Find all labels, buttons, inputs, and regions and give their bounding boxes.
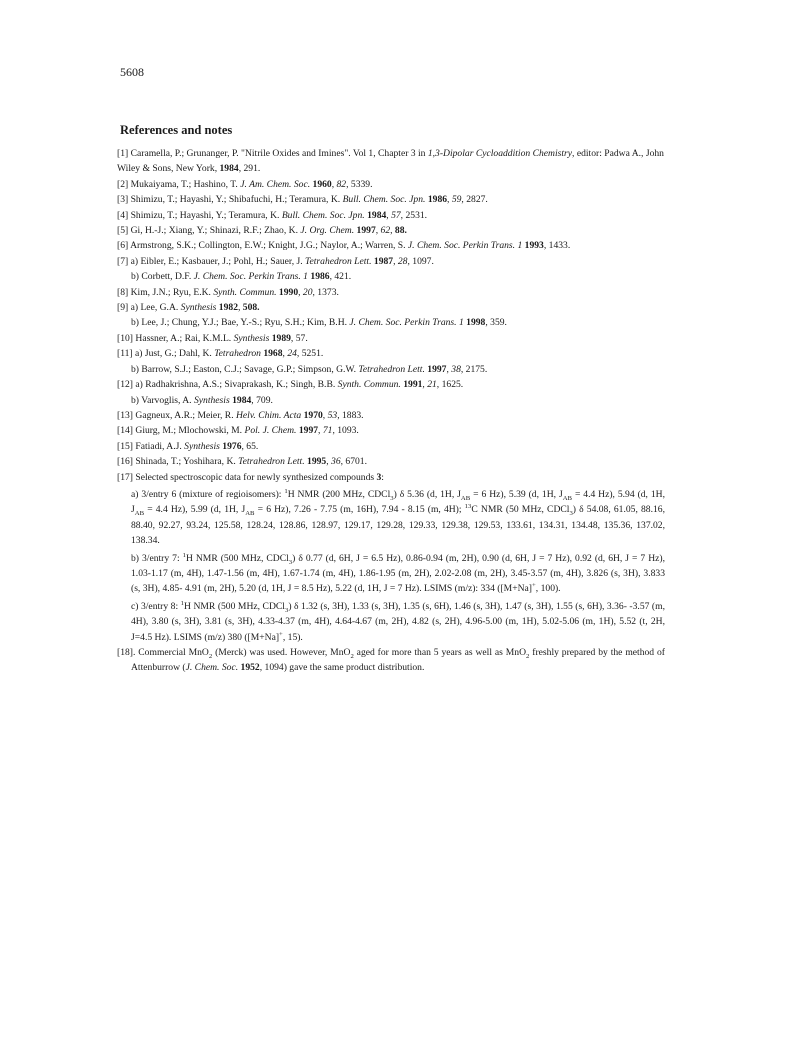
ref-text: , 1094) gave the same product distribution. [259, 662, 425, 674]
reference-11a: [11] a) Just, G.; Dahl, K. Tetrahedron 1968, 24, 5251. [117, 348, 324, 360]
ref-text: Selected spectroscopic data for newly synthesized compounds [135, 471, 377, 483]
reference-2: [2] Mukaiyama, T.; Hashino, T. J. Am. Chem. Soc. 1960, 82, 5339. [117, 178, 373, 190]
spectro-text: H NMR (500 MHz, CDCl [185, 552, 289, 564]
reference-12a: [12] a) Radhakrishna, A.S.; Sivaprakash, K.; Singh, B.B. Synth. Commun. 1991, 21, 1625. [117, 379, 464, 391]
reference-17 [117, 470, 665, 485]
spectro-data-c [117, 599, 665, 645]
ref-label: [14] [117, 425, 133, 437]
spectro-data-a [117, 487, 665, 549]
ref-text: Commercial MnO [135, 647, 209, 658]
ref-authors: Giurg, M.; Mlochowski, M. [135, 425, 245, 437]
ref-year: 1993 [524, 240, 544, 252]
ref-journal: Bull. Chem. Soc. Jpn. [281, 209, 365, 221]
subscript: AB [134, 510, 145, 518]
spectro-text: C NMR (50 MHz, CDCl [471, 504, 570, 516]
ref-year: 1986 [310, 271, 330, 283]
spectro-text: , 100). [535, 583, 561, 595]
ref-label: [10] [117, 332, 133, 344]
ref-year: 1997 [427, 363, 447, 375]
ref-authors: a) Lee, G.A. [130, 302, 181, 314]
ref-authors: b) Lee, J.; Chung, Y.J.; Bae, Y.-S.; Ryu, S.H.; Kim, B.H. [131, 317, 350, 329]
ref-label: [2] [117, 178, 129, 190]
ref-year: 1997 [298, 425, 319, 437]
ref-authors: b) Barrow, S.J.; Easton, C.J.; Savage, G.P.; Simpson, G.W. [131, 363, 359, 375]
reference-10: [10] Hassner, A.; Rai, K.M.L. Synthesis 1989, 57. [117, 332, 308, 344]
ref-text: (Merck) was used. However, MnO [212, 647, 351, 658]
reference-3: [3] Shimizu, T.; Hayashi, Y.; Shibafuchi, H.; Teramura, K. Bull. Chem. Soc. Jpn. 1986, 59, 2827. [117, 194, 488, 206]
ref-text: , editor: Padwa A., John Wiley & Sons, New York, [117, 148, 664, 175]
ref-journal: J. Chem. Soc. Perkin Trans. 1 [407, 240, 523, 252]
ref-pages: 5339. [350, 178, 373, 190]
ref-authors: Gagneux, A.R.; Meier, R. [135, 409, 236, 421]
ref-label: [8] [117, 286, 129, 298]
ref-volume: 20 [302, 286, 313, 298]
reference-18 [117, 645, 665, 676]
charge-sup: + [532, 582, 536, 590]
ref-label: [17] [117, 471, 133, 483]
ref-journal: Synthesis [180, 302, 217, 314]
ref-year: 1952 [240, 662, 260, 674]
spectro-text: b) 3/entry 7: [131, 552, 183, 564]
ref-authors: Hassner, A.; Rai, K.M.L. [135, 332, 234, 344]
ref-year: 1968 [263, 348, 283, 360]
ref-volume: 71 [322, 425, 333, 437]
ref-authors: b) Varvoglis, A. [131, 394, 194, 406]
spectro-text: c) 3/entry 8: [131, 600, 181, 612]
spectro-text: ) δ 1.32 (s, 3H), 1.33 (s, 3H), 1.35 (s, 6H), 1.46 (s, 3H), 1.47 (s, 3H), 1.55 (s, 6H), 3.36- -3.57 (m, 4H), 3.80 (s, 3H), 3.81 (s, 3H), 4.33-4.37 (m, 4H), 4.64-4.67 (m, 2H), 4.82 (s, 2H), 4.96-5.00 (m, 1H), 5.02-5.06 (m, 1H), 5.52 (t, 2H, J=4.5 Hz). LSIMS (m/z) 380 ([M+Na] [131, 600, 665, 643]
ref-year: 1995 [307, 456, 327, 468]
ref-pages: 65. [246, 440, 259, 452]
ref-journal: Synth. Commun. [213, 286, 277, 298]
ref-authors: a) Radhakrishna, A.S.; Sivaprakash, K.; Singh, B.B. [135, 379, 338, 391]
ref-year: 1984 [232, 394, 252, 406]
ref-authors: Shimizu, T.; Hayashi, Y.; Teramura, K. [130, 209, 282, 221]
reference-11b: b) Barrow, S.J.; Easton, C.J.; Savage, G.P.; Simpson, G.W. Tetrahedron Lett. 1997, 38, 2175. [131, 363, 488, 375]
ref-pages: 5251. [301, 348, 324, 360]
charge-sup: + [279, 630, 283, 638]
reference-9b: b) Lee, J.; Chung, Y.J.; Bae, Y.-S.; Ryu, S.H.; Kim, B.H. J. Chem. Soc. Perkin Trans. 1 1998, 359. [131, 317, 507, 329]
ref-authors: Shinada, T.; Yoshihara, K. [135, 456, 239, 468]
ref-year: 1987 [373, 255, 394, 267]
ref-journal: J. Org. Chem. [300, 225, 355, 237]
ref-pages: 359. [490, 317, 507, 329]
reference-14: [14] Giurg, M.; Mlochowski, M. Pol. J. Chem. 1997, 71, 1093. [117, 425, 359, 437]
reference-13: [13] Gagneux, A.R.; Meier, R. Helv. Chim. Acta 1970, 53, 1883. [117, 409, 364, 421]
ref-authors: Armstrong, S.K.; Collington, E.W.; Knight, J.G.; Naylor, A.; Warren, S. [130, 240, 408, 252]
ref-volume: 36 [331, 456, 341, 468]
spectro-text: ) δ 0.77 (d, 6H, J = 6.5 Hz), 0.86-0.94 (m, 2H), 0.90 (d, 6H, J = 7 Hz), 0.92 (d, 6H, J = 7 Hz), 1.03-1.17 (m, 4H), 1.47-1.56 (m, 4H), 1.67-1.74 (m, 4H), 1.86-1.95 (m, 2H), 2.02-2.08 (m, 2H), 3.45-3.57 (m, 4H), 3.826 (s, 3H), 3.833 (s, 3H), 4.85- 4.91 (m, 2H), 5.20 (d, 1H, J = 8.5 Hz), 5.22 (d, 1H, J = 7 Hz). LSIMS (m/z): 334 ([M+Na] [131, 552, 665, 595]
compound-number: 3 [376, 471, 382, 483]
spectro-text: H NMR (500 MHz, CDCl [184, 600, 285, 612]
ref-journal: Synthesis [184, 440, 220, 452]
ref-authors: Gi, H.-J.; Xiang, Y.; Shinazi, R.F.; Zhao, K. [130, 225, 301, 237]
ref-volume: 82 [336, 178, 347, 190]
ref-journal: J. Am. Chem. Soc. [240, 178, 311, 190]
page-number: 5608 [120, 65, 144, 79]
ref-pages: 88. [394, 225, 407, 237]
ref-label: [16] [117, 456, 133, 468]
subscript: 3 [284, 606, 289, 614]
subscript: AB [245, 510, 255, 518]
isotope-sup: 1 [180, 599, 184, 607]
ref-year: 1984 [367, 209, 387, 221]
ref-volume: 53 [327, 409, 338, 421]
ref-authors: a) Eibler, E.; Kasbauer, J.; Pohl, H.; Sauer, J. [130, 255, 306, 267]
reference-7a: [7] a) Eibler, E.; Kasbauer, J.; Pohl, H.; Sauer, J. Tetrahedron Lett. 1987, 28, 1097. [117, 255, 434, 267]
ref-book-title: 1,3-Dipolar Cycloaddition Chemistry [427, 148, 573, 159]
spectro-text: ) δ 54.08, 61.05, 88.16, 88.40, 92.27, 93.24, 125.58, 128.24, 128.86, 128.97, 129.17, 129.28, 129.33, 129.38, 129.53, 133.61, 134.31, 134.48, 135.36, 137.02, 138.34. [131, 504, 665, 547]
ref-year: 1960 [312, 178, 332, 190]
spectro-text: , 15). [282, 631, 303, 643]
ref-text: freshly prepared by the method of Attenburrow ( [131, 647, 665, 674]
section-heading: References and notes [120, 123, 233, 137]
reference-16: [16] Shinada, T.; Yoshihara, K. Tetrahedron Lett. 1995, 36, 6701. [117, 456, 367, 468]
spectro-text: a) 3/entry 6 (mixture of regioisomers): [131, 488, 285, 500]
ref-journal: Tetrahedron Lett. [358, 363, 425, 375]
ref-label: [18]. [117, 647, 136, 658]
ref-authors: b) Corbett, D.F. [131, 271, 194, 283]
ref-pages: 57. [295, 332, 308, 344]
ref-label: [4] [117, 209, 129, 221]
ref-journal: Tetrahedron Lett. [238, 456, 305, 468]
ref-journal: Tetrahedron Lett. [305, 255, 372, 267]
ref-label: [6] [117, 240, 129, 252]
ref-journal: Bull. Chem. Soc. Jpn. [342, 194, 426, 206]
ref-authors: Shimizu, T.; Hayashi, Y.; Shibafuchi, H.; Teramura, K. [130, 194, 343, 206]
reference-9a: [9] a) Lee, G.A. Synthesis 1982, 508. [117, 302, 260, 314]
reference-5: [5] Gi, H.-J.; Xiang, Y.; Shinazi, R.F.; Zhao, K. J. Org. Chem. 1997, 62, 88. [117, 225, 407, 237]
ref-year: 1986 [427, 194, 448, 206]
ref-pages: 1883. [341, 409, 364, 421]
ref-pages: 508. [242, 302, 260, 314]
ref-year: 1984 [219, 163, 239, 175]
ref-year: 1989 [271, 332, 291, 344]
ref-pages: 2175. [465, 363, 488, 375]
ref-journal: Synth. Commun. [337, 379, 401, 391]
ref-authors: a) Just, G.; Dahl, K. [135, 348, 215, 360]
spectro-text: = 4.4 Hz), 5.94 (d, 1H, J [131, 488, 665, 516]
ref-label: [9] [117, 302, 129, 314]
ref-pages: 2531. [405, 209, 428, 221]
subscript: 2 [526, 652, 530, 660]
isotope-sup: 1 [284, 487, 288, 495]
ref-year: 1976 [222, 440, 242, 452]
spectro-data-b [117, 551, 665, 597]
reference-7b: b) Corbett, D.F. J. Chem. Soc. Perkin Trans. 1 1986, 421. [131, 271, 352, 283]
ref-volume: 59 [451, 194, 462, 206]
ref-authors: Fatiadi, A.J. [135, 440, 185, 452]
ref-year: 1998 [466, 317, 486, 329]
subscript: 3 [288, 558, 293, 566]
ref-journal: Pol. J. Chem. [244, 425, 297, 437]
ref-year: 1970 [303, 409, 323, 421]
ref-journal: Synthesis [193, 394, 230, 406]
ref-text: : [381, 471, 384, 483]
reference-12b: b) Varvoglis, A. Synthesis 1984, 709. [131, 394, 273, 406]
ref-year: 1991 [403, 379, 423, 391]
ref-authors: Mukaiyama, T.; Hashino, T. [130, 178, 241, 190]
reference-1 [117, 146, 665, 177]
ref-journal: Helv. Chim. Acta [236, 409, 302, 421]
ref-pages: 1433. [548, 240, 571, 252]
subscript: 3 [390, 494, 394, 502]
ref-label: [12] [117, 379, 133, 391]
ref-pages: 1373. [317, 286, 339, 298]
spectro-text: ) δ 5.36 (d, 1H, J [393, 488, 461, 500]
subscript: AB [562, 494, 573, 502]
ref-journal: J. Chem. Soc. [185, 662, 239, 674]
ref-volume: 24 [287, 348, 297, 360]
ref-pages: 1097. [412, 255, 434, 267]
ref-volume: 38 [451, 363, 461, 375]
ref-year: 1982 [218, 302, 238, 314]
subscript: 3 [569, 510, 573, 518]
ref-year: 1990 [278, 286, 299, 298]
ref-volume: 28 [397, 255, 408, 267]
subscript: 2 [350, 652, 354, 660]
ref-pages: 421. [334, 271, 352, 283]
reference-4: [4] Shimizu, T.; Hayashi, Y.; Teramura, K. Bull. Chem. Soc. Jpn. 1984, 57, 2531. [117, 209, 428, 221]
reference-6: [6] Armstrong, S.K.; Collington, E.W.; Knight, J.G.; Naylor, A.; Warren, S. J. Chem. Soc. Perkin Trans. 1 1993, 1433. [117, 240, 571, 252]
reference-list [117, 146, 665, 676]
ref-pages: 709. [256, 394, 273, 406]
ref-journal: Tetrahedron [214, 348, 261, 360]
ref-label: [15] [117, 440, 133, 452]
ref-label: [13] [117, 409, 133, 421]
ref-label: [3] [117, 194, 129, 206]
ref-pages: 1625. [441, 379, 464, 391]
isotope-sup: 13 [464, 503, 472, 511]
spectro-text: H NMR (200 MHz, CDCl [287, 488, 391, 500]
ref-label: [7] [117, 255, 129, 267]
ref-pages: 6701. [345, 456, 367, 468]
ref-text: aged for more than 5 years as well as MnO [353, 647, 527, 658]
reference-15: [15] Fatiadi, A.J. Synthesis 1976, 65. [117, 440, 259, 452]
ref-volume: 57 [391, 209, 401, 221]
ref-label: [11] [117, 348, 133, 360]
spectro-text: = 4.4 Hz), 5.99 (d, 1H, J [144, 504, 246, 516]
ref-pages: 2827. [466, 194, 488, 206]
ref-text: Caramella, P.; Grunanger, P. "Nitrile Oxides and Imines". Vol 1, Chapter 3 in [130, 148, 428, 159]
ref-label: [1] [117, 148, 129, 159]
ref-pages: 1093. [337, 425, 359, 437]
reference-8: [8] Kim, J.N.; Ryu, E.K. Synth. Commun. 1990, 20, 1373. [117, 286, 339, 298]
ref-journal: J. Chem. Soc. Perkin Trans. 1 [349, 317, 464, 329]
ref-label: [5] [117, 225, 129, 237]
ref-journal: Synthesis [233, 332, 270, 344]
ref-pages: , 291. [238, 163, 261, 175]
subscript: AB [460, 494, 471, 502]
spectro-text: = 6 Hz), 7.26 - 7.75 (m, 16H), 7.94 - 8.15 (m, 4H); [254, 504, 465, 516]
ref-journal: J. Chem. Soc. Perkin Trans. 1 [193, 271, 308, 283]
ref-authors: Kim, J.N.; Ryu, E.K. [130, 286, 214, 298]
ref-volume: 62 [380, 225, 391, 237]
isotope-sup: 1 [182, 551, 186, 559]
ref-year: 1997 [356, 225, 376, 237]
ref-volume: 21 [427, 379, 437, 391]
spectro-text: = 6 Hz), 5.39 (d, 1H, J [470, 488, 563, 500]
subscript: 2 [208, 652, 213, 660]
